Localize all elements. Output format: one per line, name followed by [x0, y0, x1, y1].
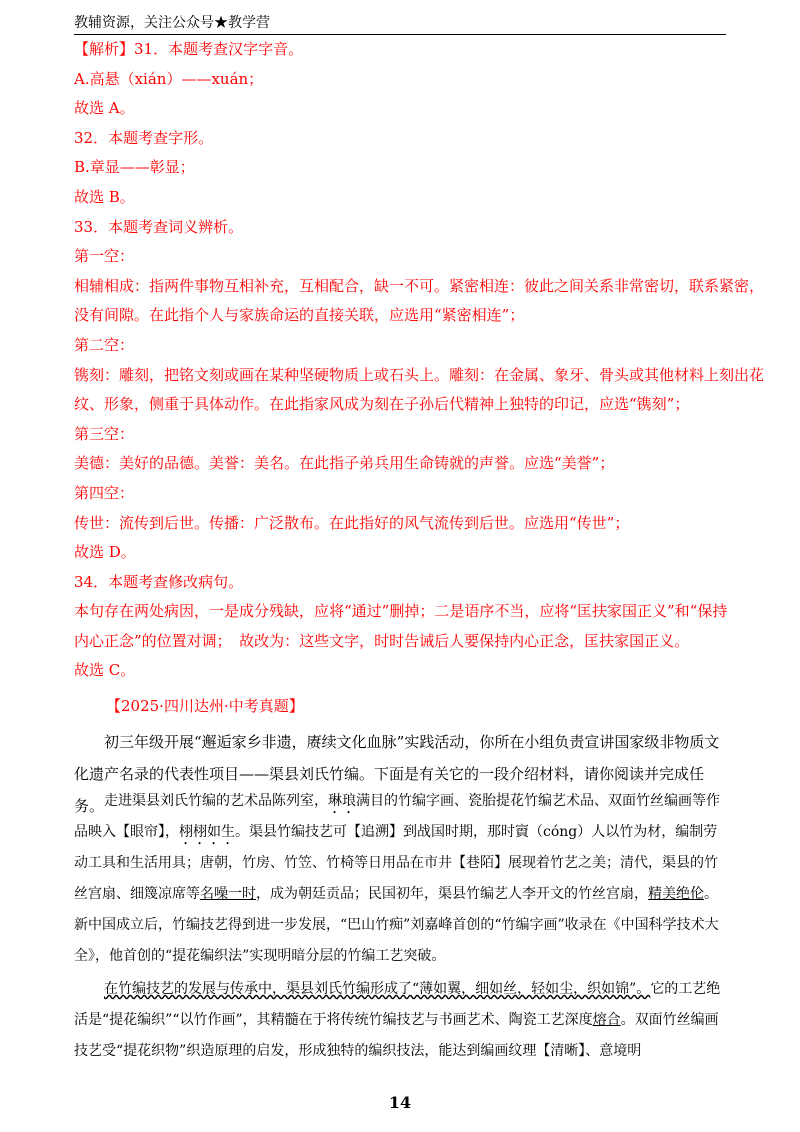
analysis-line: 没有间隙。在此指个人与家族命运的直接关联，应选用“紧密相连”； [74, 306, 525, 325]
wavy-sentence: 在竹编技艺的发展与传承中，渠县刘氏竹编形成了“薄如翼，细如丝，轻如尘，织如锦”。 [104, 981, 651, 997]
material-text: 它的工艺绝活是“提花编织”“以竹作画”，其精髓在于将传统竹编技艺与书画艺术、陶瓷工艺深度 [74, 981, 721, 1028]
dotted-word: 栩栩如生 [179, 824, 235, 840]
question-intro: 初三年级开展“邂逅家乡非遗，赓续文化血脉”实践活动，你所在小组负责宣讲国家级非物质文化遗产名录的代表性项目——渠县刘氏竹编。下面是有关它的一段介绍材料，请你阅读并完成任务。 [74, 733, 720, 815]
analysis-line: 故选 C。 [74, 661, 136, 680]
analysis-line: 美德：美好的品德。美誉：美名。在此指子弟兵用生命铸就的声誉。应选“美誉”； [74, 454, 615, 473]
analysis-line: 传世：流传到后世。传播：广泛散布。在此指好的风气流传到后世。应选用“传世”； [74, 513, 630, 532]
analysis-line: 34．本题考查修改病句。 [74, 572, 244, 591]
material-text: 。新中国成立后，竹编技艺得到进一步发展，“巴山竹痴”刘嘉峰首创的“竹编字画”收录在《中国科学技术大全》，他首创的“提花编织法”实现明暗分层的竹编工艺突破。 [74, 886, 719, 964]
analysis-line: 第四空： [74, 483, 135, 502]
answer-analysis [74, 35, 765, 686]
analysis-line: 故选 D。 [74, 543, 136, 562]
analysis-line: 第一空： [74, 247, 135, 266]
analysis-line: 本句存在两处病因，一是成分残缺，应将“通过”删掉；二是语序不当，应将“匡扶家国正义”和“保持 [74, 602, 728, 621]
underlined-word: 名噪一时 [200, 886, 256, 902]
analysis-line: 故选 A。 [74, 99, 135, 118]
material-text: 走进渠县刘氏竹编的艺术品陈列室， [104, 793, 328, 809]
material-text: ，成为朝廷贡品；民国初年，渠县竹编艺人李开文的竹丝宫扇， [256, 886, 648, 902]
material-text: 。双面竹丝编画技艺受“提花织物”织造原理的启发，形成独特的编织技法，能达到编画纹理【清晰】、意境明 [74, 1012, 719, 1059]
analysis-line: 纹、形象，侧重于具体动作。在此指家风成为刻在子孙后代精神上独特的印记，应选“镌刻”； [74, 395, 690, 414]
underlined-word: 熔合 [592, 1012, 621, 1028]
dotted-word: 琳琅 [328, 793, 356, 809]
question-source: 【2025·四川达州·中考真题】 [106, 697, 304, 715]
analysis-line: B.章显——彰显； [74, 158, 195, 177]
material-paragraph-1 [74, 786, 726, 972]
analysis-line: 【解析】31．本题考查汉字字音。 [74, 40, 304, 58]
material-text: 。渠县竹编技艺可【追溯】到战国时期，那时賨（cóng）人以竹为材，编制劳动工具和生活用具；唐朝，竹房、竹笠、竹椅等日用品在市井【巷陌】展现着竹艺之美；清代，渠县的竹丝宫扇、细篾凉席等 [74, 824, 718, 902]
analysis-line: 第二空： [74, 335, 135, 354]
analysis-line: A.高悬（xián）——xuán； [74, 69, 264, 88]
page-header: 教辅资源，关注公众号★教学营 [74, 14, 726, 35]
analysis-line: 镌刻：雕刻，把铭文刻或画在某种坚硬物质上或石头上。雕刻：在金属、象牙、骨头或其他材料上刻出花 [74, 365, 765, 384]
material-paragraph-2 [74, 974, 726, 1067]
underlined-word: 精美绝伦 [648, 886, 704, 902]
analysis-line: 32．本题考查字形。 [74, 128, 214, 147]
analysis-line: 33．本题考查词义辨析。 [74, 217, 244, 236]
analysis-line: 相辅相成：指两件事物互相补充，互相配合，缺一不可。紧密相连：彼此之间关系非常密切，联系紧密， [74, 276, 765, 295]
analysis-line: 第三空： [74, 424, 135, 443]
analysis-line: 故选 B。 [74, 187, 135, 206]
material-text: 满目的竹编字画、瓷胎提花竹编艺术品、双面竹丝编画等作品映入【眼帘】， [74, 793, 720, 840]
analysis-line: 内心正念”的位置对调； 故改为：这些文字，时时告诫后人要保持内心正念，匡扶家国正义。 [74, 631, 690, 650]
page-number: 14 [388, 1093, 412, 1112]
